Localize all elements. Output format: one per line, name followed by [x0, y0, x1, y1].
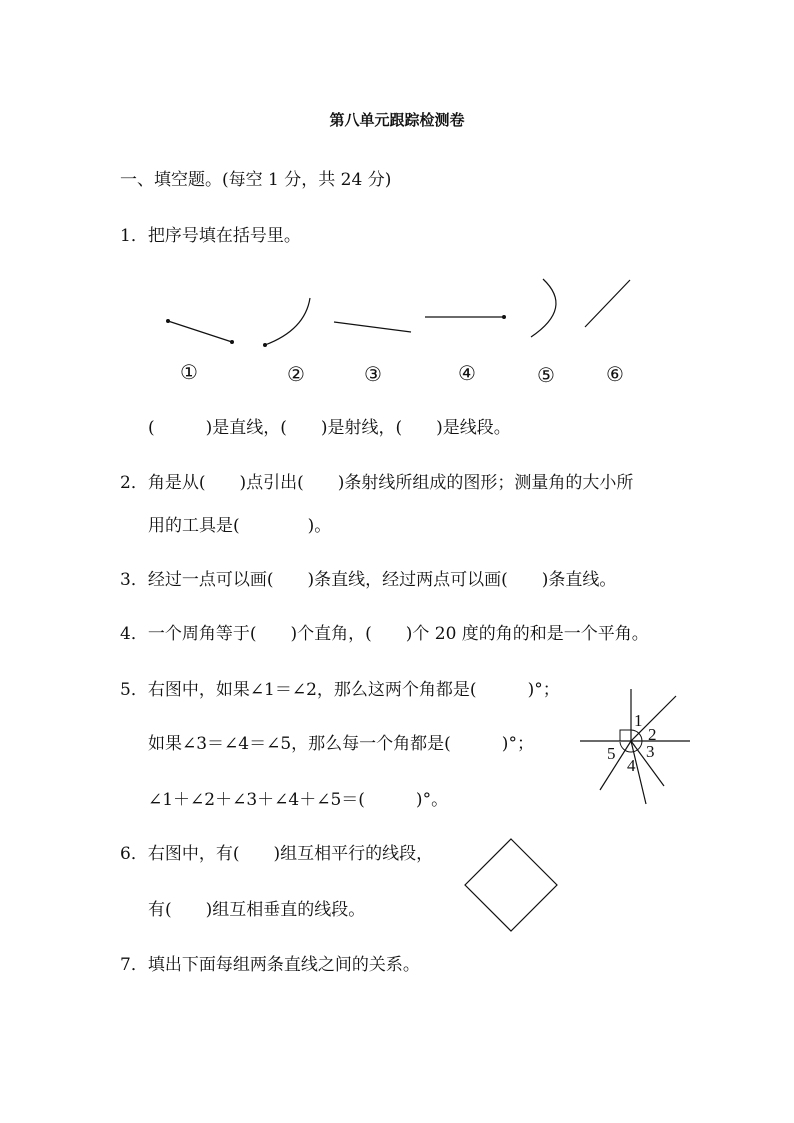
question-5-line-2: 如果∠3＝∠4＝∠5，那么每一个角都是( )°；: [148, 734, 534, 754]
question-1-answer-line: ( )是直线，( )是射线，( )是线段。: [148, 418, 511, 438]
question-2-line-1: 2．角是从( )点引出( )条射线所组成的图形；测量角的大小所: [120, 473, 634, 493]
question-5-line-3: ∠1＋∠2＋∠3＋∠4＋∠5＝( )°。: [148, 790, 449, 810]
question-2-line-2: 用的工具是( )。: [148, 516, 332, 536]
figure-label-3: ③: [364, 362, 382, 386]
figure-label-2: ②: [287, 362, 305, 386]
figure-label-5: ⑤: [537, 363, 555, 387]
question-1-text: 1．把序号填在括号里。: [120, 226, 301, 246]
figure-label-1: ①: [180, 360, 198, 384]
angle-label-5: 5: [607, 744, 616, 763]
question-6-line-1: 6．右图中，有( )组互相平行的线段，: [120, 844, 434, 864]
figure-label-4: ④: [458, 361, 476, 385]
question-6-line-2: 有( )组互相垂直的线段。: [148, 900, 366, 920]
question-5-line-1: 5．右图中，如果∠1＝∠2，那么这两个角都是( )°；: [120, 680, 560, 700]
figure-label-6: ⑥: [606, 362, 624, 386]
question-4-text: 4．一个周角等于( )个直角，( )个 20 度的角的和是一个平角。: [120, 624, 649, 644]
page-title: 第八单元跟踪检测卷: [329, 111, 465, 129]
section-heading: 一、填空题。(每空 1 分，共 24 分): [120, 170, 392, 190]
question-3-text: 3．经过一点可以画( )条直线，经过两点可以画( )条直线。: [120, 570, 617, 590]
angle-label-2: 2: [648, 725, 657, 744]
angle-label-3: 3: [646, 742, 655, 761]
angle-label-1: 1: [634, 711, 643, 730]
angle-label-4: 4: [627, 756, 636, 775]
question-7-text: 7．填出下面每组两条直线之间的关系。: [120, 955, 420, 975]
